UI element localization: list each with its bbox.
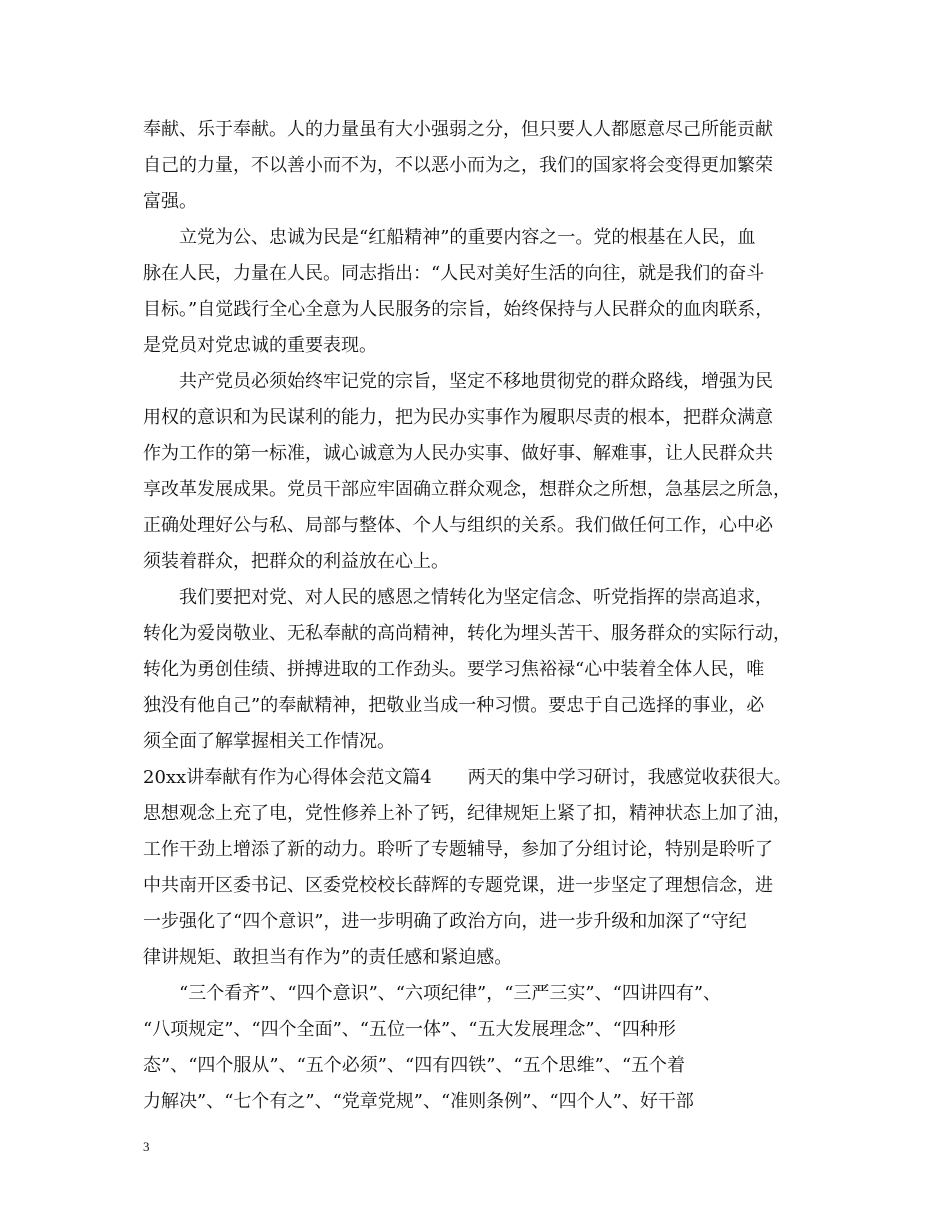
text-line: 独没有他自己”的奉献精神，把敬业当成一种习惯。要忠于自己选择的事业，必	[143, 695, 765, 716]
text-line: 工作干劲上增添了新的动力。聆听了专题辅导，参加了分组讨论，特别是聆听了	[143, 839, 773, 860]
text-line: 须装着群众，把群众的利益放在心上。	[143, 551, 449, 572]
text-line: 用权的意识和为民谋利的能力，把为民办实事作为履职尽责的根本，把群众满意	[143, 407, 773, 428]
text-line: 须全面了解掌握相关工作情况。	[143, 731, 395, 752]
text-line: 律讲规矩、敢担当有作为”的责任感和紧迫感。	[143, 947, 513, 968]
text-line: 共产党员必须始终牢记党的宗旨，坚定不移地贯彻党的群众路线，增强为民	[143, 371, 773, 392]
text-line: 思想观念上充了电，党性修养上补了钙，纪律规矩上紧了扣，精神状态上加了油，	[143, 803, 791, 824]
text-line: 富强。	[143, 191, 197, 212]
text-line: “八项规定”、“四个全面”、“五位一体”、“五大发展理念”、“四种形	[143, 1019, 676, 1040]
text-line: 奉献、乐于奉献。人的力量虽有大小强弱之分，但只要人人都愿意尽己所能贡献	[143, 119, 773, 140]
text-line: 自己的力量，不以善小而不为，不以恶小而为之，我们的国家将会变得更加繁荣	[143, 155, 773, 176]
text-line: 力解决”、“七个有之”、“党章党规”、“准则条例”、“四个人”、好干部	[143, 1091, 694, 1112]
text-line: “三个看齐”、“四个意识”、“六项纪律”，“三严三实”、“四讲四有”、	[143, 983, 722, 1004]
text-line: 一步强化了“四个意识”，进一步明确了政治方向，进一步升级和加深了“守纪	[143, 911, 747, 932]
text-line: 享改革发展成果。党员干部应牢固确立群众观念，想群众之所想，急基层之所急，	[143, 479, 791, 500]
text-line: 脉在人民，力量在人民。同志指出：“人民对美好生活的向往，就是我们的奋斗	[143, 263, 765, 284]
text-line: 立党为公、忠诚为民是“红船精神”的重要内容之一。党的根基在人民，血	[143, 227, 756, 248]
text-line: 20xx讲奉献有作为心得体会范文篇4 两天的集中学习研讨，我感觉收获很大。	[143, 767, 792, 788]
text-line: 作为工作的第一标准，诚心诚意为人民办实事、做好事、解难事，让人民群众共	[143, 443, 773, 464]
text-line: 转化为爱岗敬业、无私奉献的高尚精神，转化为埋头苦干、服务群众的实际行动，	[143, 623, 791, 644]
text-line: 我们要把对党、对人民的感恩之情转化为坚定信念、听党指挥的崇高追求，	[143, 587, 773, 608]
text-line: 正确处理好公与私、局部与整体、个人与组织的关系。我们做任何工作，心中必	[143, 515, 773, 536]
text-line: 态”、“四个服从”、“五个必须”、“四有四铁”、“五个思维”、“五个着	[143, 1055, 686, 1076]
text-line: 是党员对党忠诚的重要表现。	[143, 335, 377, 356]
text-line: 中共南开区委书记、区委党校校长薛辉的专题党课，进一步坚定了理想信念，进	[143, 875, 773, 896]
text-line: 目标。”自觉践行全心全意为人民服务的宗旨，始终保持与人民群众的血肉联系，	[143, 299, 774, 320]
text-line: 转化为勇创佳绩、拼搏进取的工作劲头。要学习焦裕禄“心中装着全体人民，唯	[143, 659, 765, 680]
page-number: 3	[143, 1139, 150, 1154]
